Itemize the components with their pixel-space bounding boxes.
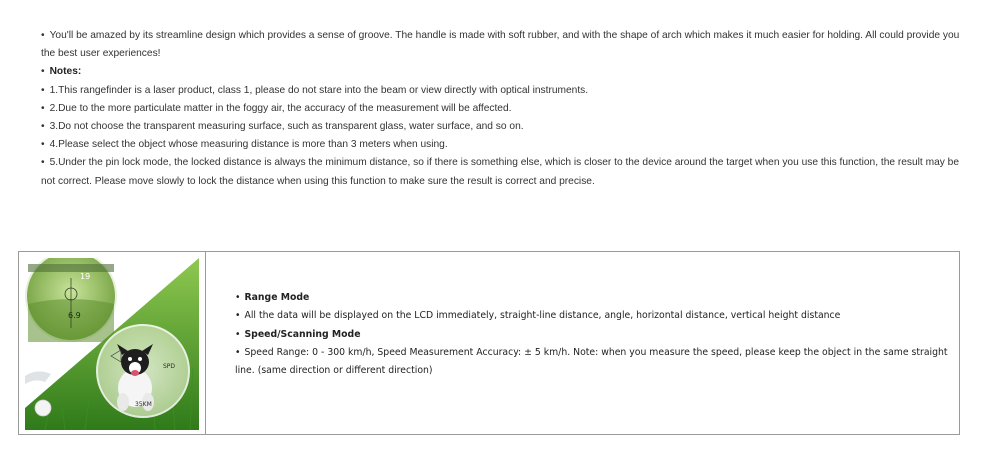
bullet-icon: •: [235, 292, 241, 303]
product-image-cell: [19, 252, 206, 434]
golf-ball: [35, 400, 51, 416]
bullet-icon: •: [41, 66, 45, 78]
bullet-icon: •: [41, 139, 45, 151]
speed-mode-text: • Speed Range: 0 - 300 km/h, Speed Measurement Accuracy: ± 5 km/h. Note: when you measure the speed, please keep the object in the same straight line. (same direction or different direction): [235, 346, 948, 377]
speed-mode-label: SPD: [163, 363, 176, 370]
note-item: • 3.Do not choose the transparent measuring surface, such as transparent glass, water surface, and so on.: [41, 121, 524, 133]
bullet-icon: •: [41, 102, 45, 114]
rangefinder-view-image: [25, 258, 199, 430]
golf-reading-main: 6.9: [68, 311, 81, 320]
speed-mode-heading: • Speed/Scanning Mode: [235, 328, 361, 340]
range-mode-heading: • Range Mode: [235, 292, 310, 303]
note-item: • 4.Please select the object whose measuring distance is more than 3 meters when using.: [41, 139, 448, 151]
bullet-icon: •: [41, 157, 45, 169]
bullet-icon: •: [41, 30, 45, 41]
range-mode-text: • All the data will be displayed on the LCD immediately, straight-line distance, angle, horizontal distance, vertical height distance: [235, 310, 841, 322]
golf-reading-top: 19: [80, 272, 91, 281]
note-item: • 2.Due to the more particulate matter in the foggy air, the accuracy of the measurement will be affected.: [41, 102, 512, 114]
bullet-icon: •: [41, 121, 45, 133]
note-item: • 5.Under the pin lock mode, the locked distance is always the minimum distance, so if there is something else, which is closer to the device around the target when you use this function, the result may be not correct. Please move slowly to lock the distance when using this function to make sure the result is correct and precise.: [41, 157, 960, 187]
speed-reading: 35KM: [135, 401, 152, 408]
bullet-icon: •: [41, 84, 45, 96]
bullet-icon: •: [235, 328, 241, 340]
feature-table: [18, 251, 960, 435]
bullet-icon: •: [235, 310, 241, 322]
tree-line: [28, 264, 114, 272]
notes-heading: • Notes:: [41, 66, 82, 78]
product-description: [41, 27, 966, 191]
feature-spec-list: [235, 289, 955, 380]
intro-paragraph: • You'll be amazed by its streamline design which provides a sense of groove. The handle is made with soft rubber, and with the shape of arch which makes it much easier for holding. All could provide you the best user experiences!: [41, 30, 960, 60]
bullet-icon: •: [235, 346, 241, 358]
note-item: • 1.This rangefinder is a laser product, class 1, please do not stare into the beam or view directly with optical instruments.: [41, 84, 589, 96]
